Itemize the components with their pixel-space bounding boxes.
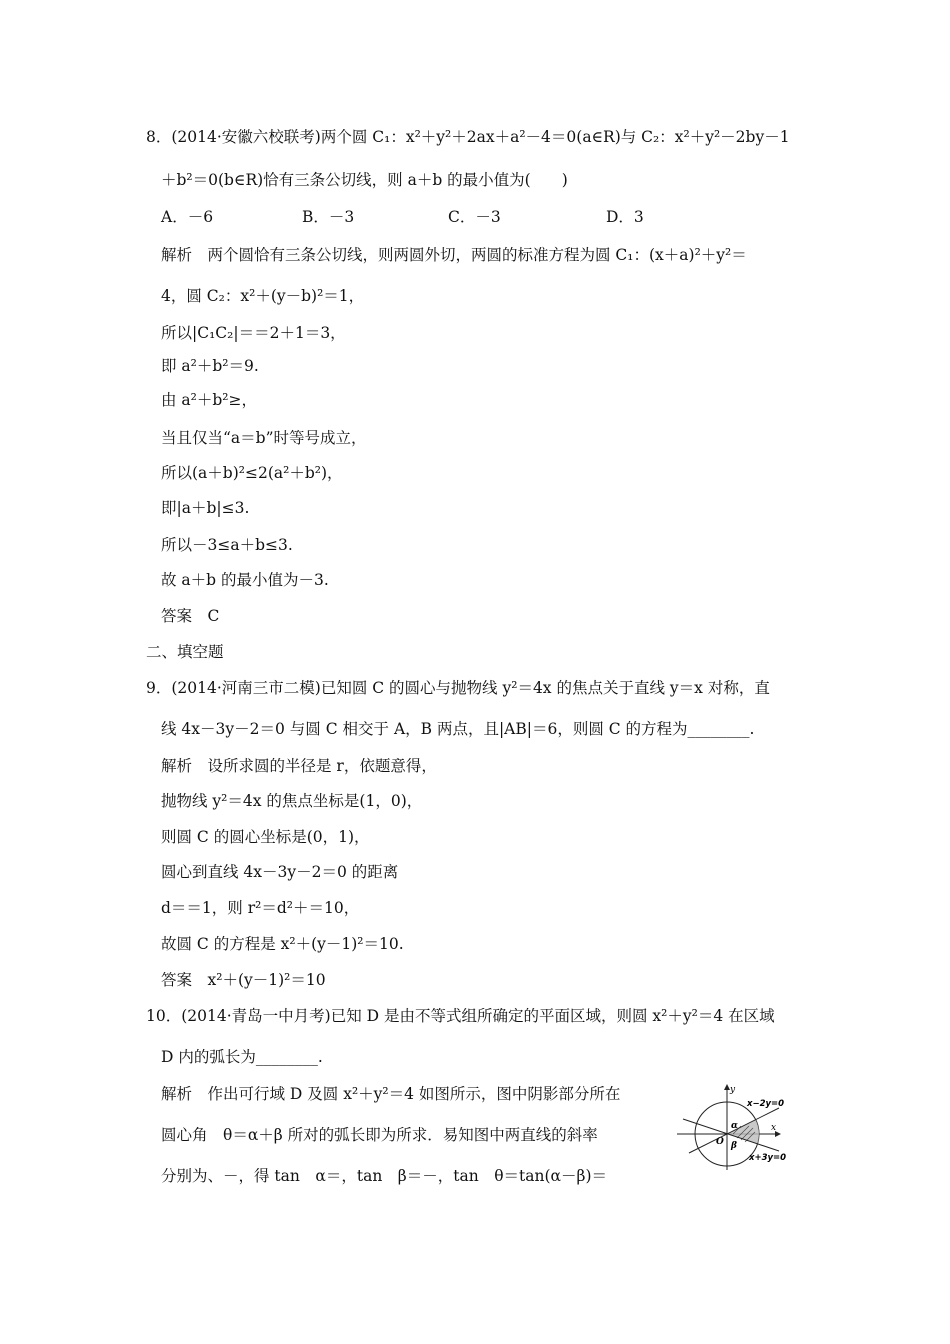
label-alpha: α (731, 1121, 738, 1131)
text-line: 答案 C (161, 607, 220, 625)
text-line: 解析 两个圆恰有三条公切线，则两圆外切，两圆的标准方程为圆 C₁：(x＋a)²＋y²＝ (161, 246, 747, 264)
label-x: x (771, 1123, 777, 1133)
region-diagram (675, 1082, 805, 1172)
text-line: 二、填空题 (146, 643, 224, 661)
text-line: 即 a²＋b²＝9. (161, 357, 259, 375)
label-origin: O (716, 1137, 724, 1147)
label-line-bottom: x+3y=0 (749, 1153, 787, 1163)
text-line: 圆心角 θ＝α＋β 所对的弧长即为所求．易知图中两直线的斜率 (161, 1126, 598, 1144)
text-line: 由 a²＋b²≥， (161, 391, 258, 409)
text-line: C．－3 (448, 208, 501, 226)
text-line: 当且仅当“a＝b”时等号成立， (161, 429, 367, 447)
text-line: 解析 设所求圆的半径是 r，依题意得， (161, 757, 437, 775)
text-line: 即|a＋b|≤3. (161, 499, 250, 517)
text-line: 答案 x²＋(y－1)²＝10 (161, 971, 326, 989)
text-line: 所以|C₁C₂|＝＝2＋1＝3， (161, 324, 346, 342)
text-line: 故 a＋b 的最小值为－3. (161, 571, 329, 589)
text-line: 抛物线 y²＝4x 的焦点坐标是(1，0)， (161, 792, 423, 810)
text-line: B．－3 (302, 208, 355, 226)
text-line: 分别为、－，得 tan α＝，tan β＝－，tan θ＝tan(α－β)＝ (161, 1167, 608, 1185)
text-line: A．－6 (161, 208, 214, 226)
text-line: 9．(2014·河南三市二模)已知圆 C 的圆心与抛物线 y²＝4x 的焦点关于直线 y＝x 对称，直 (146, 679, 770, 697)
text-line: D 内的弧长为________. (161, 1048, 323, 1066)
text-line: 8．(2014·安徽六校联考)两个圆 C₁：x²＋y²＋2ax＋a²－4＝0(a∈R)与 C₂：x²＋y²－2by－1 (146, 128, 790, 146)
text-line: 所以(a＋b)²≤2(a²＋b²)， (161, 464, 343, 482)
text-line: 故圆 C 的方程是 x²＋(y－1)²＝10. (161, 935, 404, 953)
text-line: 10．(2014·青岛一中月考)已知 D 是由不等式组所确定的平面区域，则圆 x²＋y²＝4 在区域 (146, 1007, 775, 1025)
label-line-top: x−2y=0 (747, 1099, 785, 1109)
label-y: y (730, 1085, 736, 1095)
text-line: 线 4x－3y－2＝0 与圆 C 相交于 A，B 两点，且|AB|＝6，则圆 C 的方程为________. (161, 720, 755, 738)
text-line: D．3 (606, 208, 644, 226)
text-line: ＋b²＝0(b∈R)恰有三条公切线，则 a＋b 的最小值为( ) (161, 171, 568, 189)
text-line: 所以－3≤a＋b≤3. (161, 536, 293, 554)
text-line: 圆心到直线 4x－3y－2＝0 的距离 (161, 863, 399, 881)
text-line: 则圆 C 的圆心坐标是(0，1)， (161, 828, 370, 846)
text-line: 解析 作出可行域 D 及圆 x²＋y²＝4 如图所示，图中阴影部分所在 (161, 1085, 621, 1103)
label-beta: β (731, 1141, 737, 1151)
text-line: 4，圆 C₂：x²＋(y－b)²＝1， (161, 287, 365, 305)
text-line: d＝＝1，则 r²＝d²＋＝10， (161, 899, 360, 917)
